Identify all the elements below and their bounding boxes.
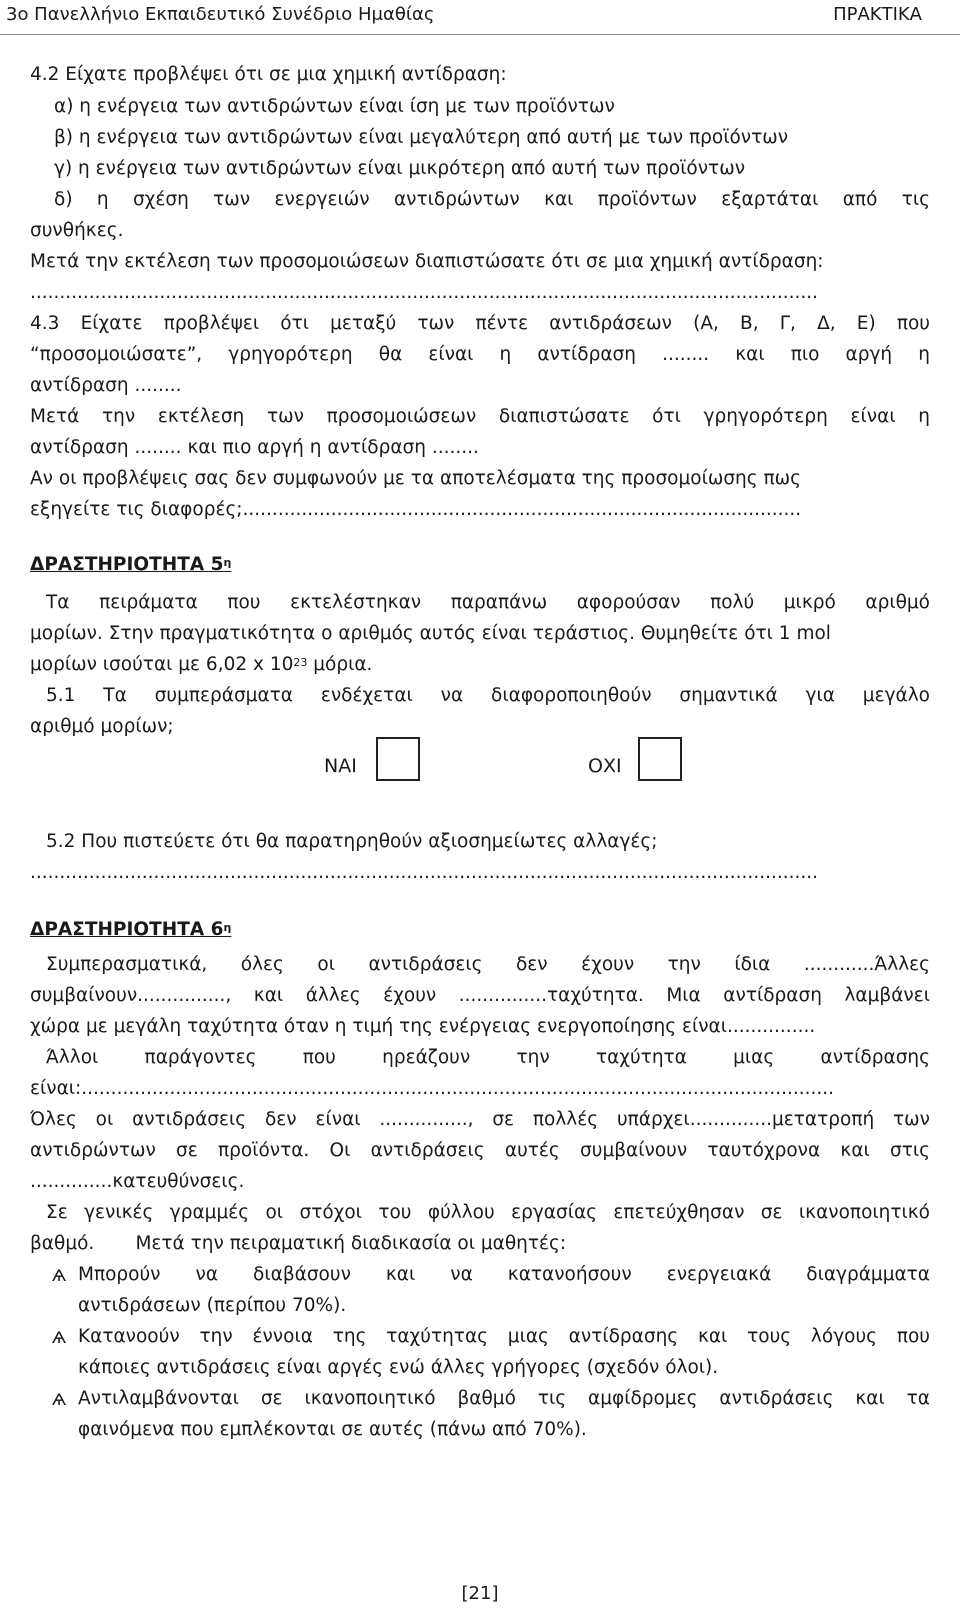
activity-6-heading: ΔΡΑΣΤΗΡΙΟΤΗΤΑ $6^\eta$ — [30, 919, 232, 940]
yes-label: ΝΑΙ — [324, 755, 357, 777]
page-header — [0, 0, 960, 35]
page-number: [21] — [461, 1583, 499, 1604]
section-label: ΠΡΑΚΤΙΚΑ — [833, 4, 922, 25]
q42-after-text: Μετά την εκτέλεση των προσομοιώσεων διαπιστώσατε ότι σε μια χημική αντίδραση: — [30, 251, 824, 272]
act6-line-3: χώρα με μεγάλη ταχύτητα όταν η τιμή της ενέργειας ενεργοποίησης είναι............... — [30, 1016, 816, 1037]
q42-option-c: γ) η ενέργεια των αντιδρώντων είναι μικρότερη από αυτή των προϊόντων — [54, 158, 746, 179]
q51-line-2: αριθμό μορίων; — [30, 716, 174, 737]
q51-line-1: 5.1 Τα συμπεράσματα ενδέχεται να διαφοροποιηθούν σημαντικά για μεγάλο — [46, 685, 930, 706]
bullet-2-line-2: κάποιες αντιδράσεις είναι αργές ενώ άλλες γρήγορες (σχεδόν όλοι). — [78, 1357, 719, 1378]
q42-option-a: α) η ενέργεια των αντιδρώντων είναι ίση με των προϊόντων — [54, 96, 615, 117]
bullet-1-line-1: Μπορούν να διαβάσουν και να κατανοήσουν ενεργειακά διαγράμματα — [78, 1264, 930, 1285]
act6-line-7: αντιδρώντων σε προϊόντα. Οι αντιδράσεις αυτές συμβαίνουν ταυτόχρονα και στις — [30, 1140, 930, 1161]
bullet-icon: Ѧ — [52, 1266, 67, 1285]
act6-line-2: συμβαίνουν..............., και άλλες έχουν ...............ταχύτητα. Μια αντίδραση λαμβάνει — [30, 985, 930, 1006]
act6-line-4: Άλλοι παράγοντες που ηρεάζουν την ταχύτητα μιας αντίδρασης — [46, 1047, 930, 1068]
q42-answer-line[interactable]: ...................................................................................................................................... — [30, 282, 819, 303]
bullet-icon: Ѧ — [52, 1328, 67, 1347]
bullet-icon: Ѧ — [52, 1390, 67, 1409]
conference-title: 3ο Πανελλήνιο Εκπαιδευτικό Συνέδριο Ημαθίας — [6, 4, 435, 25]
q52-answer-line[interactable]: ...................................................................................................................................... — [30, 862, 819, 883]
q43-line-5: αντίδραση ........ και πιο αργή η αντίδραση ........ — [30, 437, 479, 458]
act5-paragraph-1: Τα πειράματα που εκτελέστηκαν παραπάνω αφορούσαν πολύ μικρό αριθμό — [46, 592, 930, 613]
act5-paragraph-2: μορίων. Στην πραγματικότητα ο αριθμός αυτός είναι τεράστιος. Θυμηθείτε ότι 1 mol — [30, 623, 831, 644]
q43-line-3: αντίδραση ........ — [30, 375, 182, 396]
q43-line-4: Μετά την εκτέλεση των προσομοιώσεων διαπιστώσατε ότι γρηγορότερη είναι η — [30, 406, 930, 427]
bullet-3-line-2: φαινόμενα που εμπλέκονται σε αυτές (πάνω από 70%). — [78, 1419, 587, 1440]
act5-paragraph-3: μορίων ισούται με 6,02 x $10^{23}$ μόρια. — [30, 654, 373, 675]
q43-line-1: 4.3 Είχατε προβλέψει ότι μεταξύ των πέντε αντιδράσεων (Α, Β, Γ, Δ, Ε) που — [30, 313, 930, 334]
no-label: ΟΧΙ — [588, 755, 622, 777]
q52-question: 5.2 Που πιστεύετε ότι θα παρατηρηθούν αξιοσημείωτες αλλαγές; — [46, 831, 658, 852]
act6-line-6: Όλες οι αντιδράσεις δεν είναι ..............., σε πολλές υπάρχει..............μετατροπή των — [30, 1109, 930, 1130]
yes-checkbox[interactable] — [376, 737, 420, 781]
q42-option-d: δ) η σχέση των ενεργειών αντιδρώντων και προϊόντων εξαρτάται από τις — [54, 189, 930, 210]
no-checkbox[interactable] — [638, 737, 682, 781]
q43-line-6: Αν οι προβλέψεις σας δεν συμφωνούν με τα αποτελέσματα της προσομοίωσης πως — [30, 468, 802, 489]
q42-option-b: β) η ενέργεια των αντιδρώντων είναι μεγαλύτερη από αυτή με των προϊόντων — [54, 127, 789, 148]
q42-title: 4.2 Είχατε προβλέψει ότι σε μια χημική αντίδραση: — [30, 64, 507, 85]
act6-line-9: Σε γενικές γραμμές οι στόχοι του φύλλου εργασίας επετεύχθησαν σε ικανοποιητικό — [46, 1202, 930, 1223]
bullet-1-line-2: αντιδράσεων (περίπου 70%). — [78, 1295, 347, 1316]
activity-5-heading: ΔΡΑΣΤΗΡΙΟΤΗΤΑ $5^\eta$ — [30, 554, 232, 575]
bullet-3-line-1: Αντιλαμβάνονται σε ικανοποιητικό βαθμό τις αμφίδρομες αντιδράσεις και τα — [78, 1388, 930, 1409]
act6-line-10: βαθμό. Μετά την πειραματική διαδικασία οι μαθητές: — [30, 1233, 567, 1254]
q43-line-7: εξηγείτε τις διαφορές;............................................................................................... — [30, 499, 802, 520]
q42-option-d-cont: συνθήκες. — [30, 220, 124, 241]
act6-line-1: Συμπερασματικά, όλες οι αντιδράσεις δεν έχουν την ίδια ............Άλλες — [46, 954, 930, 975]
act6-line-5: είναι:................................................................................................................................ — [30, 1078, 835, 1099]
bullet-2-line-1: Κατανοούν την έννοια της ταχύτητας μιας αντίδρασης και τους λόγους που — [78, 1326, 930, 1347]
act6-line-8: ..............κατευθύνσεις. — [30, 1171, 245, 1192]
q43-line-2: “προσομοιώσατε”, γρηγορότερη θα είναι η αντίδραση ........ και πιο αργή η — [30, 344, 930, 365]
